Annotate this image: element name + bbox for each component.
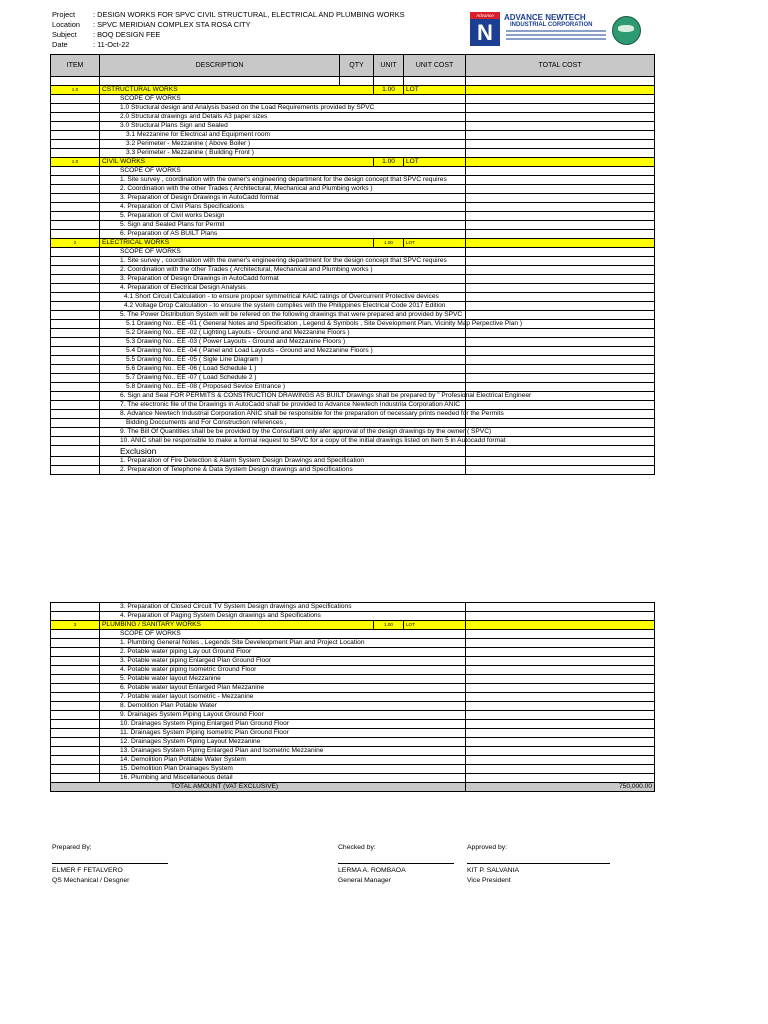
table-row: [51, 338, 655, 347]
col-item: ITEM: [51, 55, 100, 77]
logo-text-line: [506, 34, 606, 36]
list-item: 5.7 Drawing No.. EE -07 ( Load Schedule 2 ): [100, 374, 466, 383]
table-header: [51, 55, 655, 77]
list-item: 2. Coordination with the other Trades ( Architectural, Mechanical and Plumbing works ): [100, 266, 466, 275]
list-item: 3.3 Perimeter - Mezzanine ( Building Front ): [100, 149, 466, 158]
list-item: 5.2 Drawing No.. EE -02 ( Lighting Layouts - Ground and Mezzanine Floors ): [100, 329, 466, 338]
list-item: 2. Coordination with the other Trades ( Architectural, Mechanical and Plumbing works ): [100, 185, 466, 194]
table-row: [51, 347, 655, 356]
table-row: [51, 675, 655, 684]
list-item: 15. Demolition Plan Drainages System: [100, 765, 466, 774]
globe-land-shape: [618, 25, 634, 32]
list-item: 9. Drainages System Piping Layout Ground Floor: [100, 711, 466, 720]
col-total-cost: TOTAL COST: [466, 55, 655, 77]
table-row: [51, 320, 655, 329]
list-item: 10. Drainages System Piping Enlarged Plan Ground Floor: [100, 720, 466, 729]
table-row: [51, 95, 655, 104]
table-row: [51, 284, 655, 293]
subject-row: [52, 30, 160, 40]
table-row: [51, 639, 655, 648]
location-row: [52, 20, 251, 30]
list-item: 13. Drainages System Piping Enlarged Plan and Isometric Mezzanine: [100, 747, 466, 756]
date-key: Date: [52, 40, 68, 49]
logo-text-line: [506, 38, 606, 40]
section-item: 1.0: [51, 158, 100, 167]
list-item: 1. Site survey , coordination with the owner's engineering department for the design concept that SPVC requires: [100, 176, 466, 185]
section-item: 1.0: [51, 86, 100, 95]
table-row: [51, 401, 655, 410]
list-item: 12. Drainages System Piping Layout Mezzanine: [100, 738, 466, 747]
section-unit: LOT: [404, 86, 466, 95]
list-item: 5. Sign and Sealed Plans for Permit: [100, 221, 466, 230]
table-row: [51, 747, 655, 756]
table-row: [51, 603, 655, 612]
list-item: 1. Preparation of Fire Detection & Alarm System Design Drawings and Specification: [100, 457, 466, 466]
table-row: [51, 167, 655, 176]
table-row: [51, 113, 655, 122]
section-row-plumbing: [51, 621, 655, 630]
section-qty: 1.00: [374, 239, 404, 248]
list-item: 5. Preparation of Civil works Design: [100, 212, 466, 221]
list-item: 3.1 Mezzanine for Electrical and Equipment room: [100, 131, 466, 140]
table-row: [51, 720, 655, 729]
table-row: [51, 612, 655, 621]
list-item: 6. Sign and Seal FOR PERMITS & CONSTRUCTION DRAWINGS AS BUILT Drawings shall be prepared by " Profesional Electrical Engineer: [100, 392, 466, 401]
list-item: 9. The Bill Of Quantities shall be be provided by the Consultant only afer approval of the design drawings by the owner ( SPVC): [100, 428, 466, 437]
list-item: 1.0 Structural design and Analysis based on the Load Requirements provided by SPVC: [100, 104, 466, 113]
list-item: 7. Potable water layout Isometric - Mezzanine: [100, 693, 466, 702]
table-row: [51, 738, 655, 747]
logo-text-line: [506, 30, 606, 32]
list-item: 10. ANIC shall be responsible to make a formal request to SPVC for a copy of the initial drawings listed on item 5 in Autocadd format: [100, 437, 466, 446]
list-item: Bidding Doccuments and For Construction references ,: [100, 419, 466, 428]
scope-label: SCOPE OF WORKS: [100, 167, 466, 176]
scope-label: SCOPE OF WORKS: [100, 95, 466, 104]
table-row: [51, 428, 655, 437]
table-row: [51, 711, 655, 720]
section-title: CSTRUCTURAL WORKS: [100, 86, 374, 95]
prepared-title: QS Mechanical / Desgner: [52, 877, 130, 884]
list-item: 3. Preparation of Closed Circuit TV System Design drawings and Specifications: [100, 603, 466, 612]
list-item: 4.2 Voltage Drop Calculation - to ensure the system complies with the Philippines Electrical Code 2017 Edition: [100, 302, 466, 311]
table-row: [51, 365, 655, 374]
section-unit: LOT: [404, 158, 466, 167]
table-row: [51, 765, 655, 774]
table-row: [51, 122, 655, 131]
table-row: [51, 383, 655, 392]
project-key: Project: [52, 10, 76, 19]
logo-badge: Advance: [470, 12, 500, 19]
list-item: 2. Potable water piping Lay out Ground Floor: [100, 648, 466, 657]
section-title: ELECTRICAL WORKS: [100, 239, 374, 248]
table-row: [51, 756, 655, 765]
checked-title: General Manager: [338, 877, 391, 884]
list-item: 3.0 Structural Plans Sign and Sealed: [100, 122, 466, 131]
approved-name: KIT P. SALVANIA: [467, 867, 520, 874]
table-row: [51, 275, 655, 284]
table-row: [51, 702, 655, 711]
logo-subtitle: INDUSTRIAL CORPORATION: [510, 22, 593, 28]
list-item: 6. Potable water layout Enlarged Plan Mezzanine: [100, 684, 466, 693]
prepared-signature-line: [52, 863, 168, 864]
table-row: [51, 302, 655, 311]
list-item: 3. Preparation of Design Drawings in AutoCadd format: [100, 194, 466, 203]
table-row: [51, 466, 655, 475]
table-row: [51, 293, 655, 302]
section-unit: LOT: [404, 621, 466, 630]
table-row: [51, 630, 655, 639]
location-key: Location: [52, 20, 80, 29]
list-item: 5.4 Drawing No.. EE -04 ( Panel and Load Layouts - Ground and Mezzanine Floors ): [100, 347, 466, 356]
table-row: [51, 666, 655, 675]
table-row: [51, 392, 655, 401]
scope-label: SCOPE OF WORKS: [100, 248, 466, 257]
list-item: 5. Potable water layout Mezzanine: [100, 675, 466, 684]
list-item: 4.1 Short Circuit Calculation - to ensure propoer symmetrical KAIC ratings of Overcurrent Protective devices: [100, 293, 466, 302]
section-row-electrical: [51, 239, 655, 248]
list-item: 4. Preparation of Electrical Design Analysis: [100, 284, 466, 293]
table-row: [51, 266, 655, 275]
table-row: [51, 311, 655, 320]
subject-value: : BOQ DESIGN FEE: [93, 30, 161, 39]
logo-n-icon: [470, 12, 500, 46]
table-row: [51, 257, 655, 266]
table-row: [51, 648, 655, 657]
table-row: [51, 457, 655, 466]
logo-name: ADVANCE NEWTECH: [504, 13, 586, 22]
list-item: 5. The Power Distribution System will be refered on the following drawings that were prepared and provided by SPVC: [100, 311, 466, 320]
list-item: 6. Preparation of AS BUILT Plans: [100, 230, 466, 239]
table-row: [51, 684, 655, 693]
table-row: [51, 729, 655, 738]
table-row: [51, 176, 655, 185]
exclusion-row: [51, 446, 655, 457]
table-row: [51, 437, 655, 446]
table-row: [51, 140, 655, 149]
checked-signature-line: [338, 863, 454, 864]
table-row: [51, 104, 655, 113]
exclusion-label: Exclusion: [100, 446, 466, 457]
table-row: [51, 212, 655, 221]
boq-table-continued: [50, 602, 655, 792]
company-logo: [470, 12, 640, 48]
project-value: : DESIGN WORKS FOR SPVC CIVIL STRUCTURAL, ELECTRICAL AND PLUMBING WORKS: [93, 10, 405, 19]
list-item: 3. Preparation of Design Drawings in AutoCadd format: [100, 275, 466, 284]
col-unit-cost: UNIT COST: [404, 55, 466, 77]
location-value: : SPVC MERIDIAN COMPLEX STA ROSA CITY: [93, 20, 251, 29]
approved-by-label: Approved by:: [467, 844, 508, 851]
list-item: 7. The electronic file of the Drawings in AutoCadd shall be provided to Advance Newtech Industrila Corporation ANIC: [100, 401, 466, 410]
section-item: 3: [51, 621, 100, 630]
list-item: 5.3 Drawing No.. EE -03 ( Power Layouts - Ground and Mezzanine Floors ): [100, 338, 466, 347]
subject-key: Subject: [52, 30, 77, 39]
list-item: 3. Potable water piping Enlarged Plan Ground Floor: [100, 657, 466, 666]
section-item: 2: [51, 239, 100, 248]
col-description: DESCRIPTION: [100, 55, 340, 77]
table-row: [51, 410, 655, 419]
section-qty: 1.00: [374, 86, 404, 95]
table-row: [51, 203, 655, 212]
table-row: [51, 657, 655, 666]
table-row: [51, 774, 655, 783]
table-row: [51, 693, 655, 702]
total-row: [51, 783, 655, 792]
logo-letter: N: [477, 20, 493, 45]
list-item: 4. Preparation of Civil Plans Specifications: [100, 203, 466, 212]
table-row: [51, 248, 655, 257]
list-item: 4. Potable water piping Isometric Ground Floor: [100, 666, 466, 675]
prepared-name: ELMER F FETALVERO: [52, 867, 123, 874]
table-row: [51, 356, 655, 365]
list-item: 1. Plumbing General Notes , Legends Site Develeopment Plan and Project Location: [100, 639, 466, 648]
total-label: TOTAL AMOUNT (VAT EXCLUSIVE): [51, 783, 466, 792]
list-item: 2. Preparation of Telephone & Data System Design drawings and Specifications: [100, 466, 466, 475]
list-item: 1. Site survey , coordination with the owner's engineering department for the design concept that SPVC requires: [100, 257, 466, 266]
table-row: [51, 149, 655, 158]
list-item: 16. Plumbing and Miscellaneous detail: [100, 774, 466, 783]
section-title: CIVIL WORKS: [100, 158, 374, 167]
checked-name: LERMA A. ROMBAOA: [338, 867, 406, 874]
table-row: [51, 374, 655, 383]
date-row: [52, 40, 129, 50]
total-value: 750,000.00: [466, 783, 655, 792]
section-title: PLUMBING / SANITARY WORKS: [100, 621, 374, 630]
list-item: 14. Demolition Plan Poltable Water System: [100, 756, 466, 765]
col-unit: UNIT: [374, 55, 404, 77]
table-row: [51, 230, 655, 239]
table-row: [51, 194, 655, 203]
scope-label: SCOPE OF WORKS: [100, 630, 466, 639]
list-item: 5.1 Drawing No.. EE -01 ( General Notes and Specification , Legend & Symbols , Site Development Plan, Vicinity Map Perpective Plan ): [100, 320, 466, 329]
col-qty: QTY: [340, 55, 374, 77]
list-item: 8. Advance Newtech Industrial Corporation ANIC shall be responsible for the preparation of necessary prints needed for the Permits: [100, 410, 466, 419]
globe-icon: [612, 16, 641, 45]
list-item: 8. Demolition Plan Potable Water: [100, 702, 466, 711]
table-row: [51, 419, 655, 428]
list-item: 5.5 Drawing No.. EE -05 ( Sigle Line Diagram ): [100, 356, 466, 365]
project-row: [52, 10, 405, 20]
list-item: 11. Drainages System Piping Isometric Plan Ground Floor: [100, 729, 466, 738]
section-qty: 1.00: [374, 158, 404, 167]
list-item: 4. Preparation of Paging System Design drawings and Specifications: [100, 612, 466, 621]
table-row: [51, 131, 655, 140]
table-row: [51, 329, 655, 338]
list-item: 2.0 Structural drawings and Details A3 paper sizes: [100, 113, 466, 122]
section-row-structural: [51, 86, 655, 95]
approved-signature-line: [467, 863, 610, 864]
list-item: 5.6 Drawing No.. EE -06 ( Load Schedule 1 ): [100, 365, 466, 374]
prepared-by-label: Prepared By;: [52, 844, 92, 851]
date-value: : 11-Oct-22: [93, 40, 130, 49]
blank-row: [51, 77, 655, 86]
approved-title: Vice President: [467, 877, 511, 884]
table-row: [51, 221, 655, 230]
list-item: 5.8 Drawing No.. EE -08 ( Proposed Sevice Entrance ): [100, 383, 466, 392]
checked-by-label: Checked by:: [338, 844, 376, 851]
section-unit: LOT: [404, 239, 466, 248]
section-row-civil: [51, 158, 655, 167]
section-qty: 1.00: [374, 621, 404, 630]
table-row: [51, 185, 655, 194]
boq-table: [50, 54, 655, 475]
list-item: 3.2 Perimeter - Mezzanine ( Above Boiler ): [100, 140, 466, 149]
